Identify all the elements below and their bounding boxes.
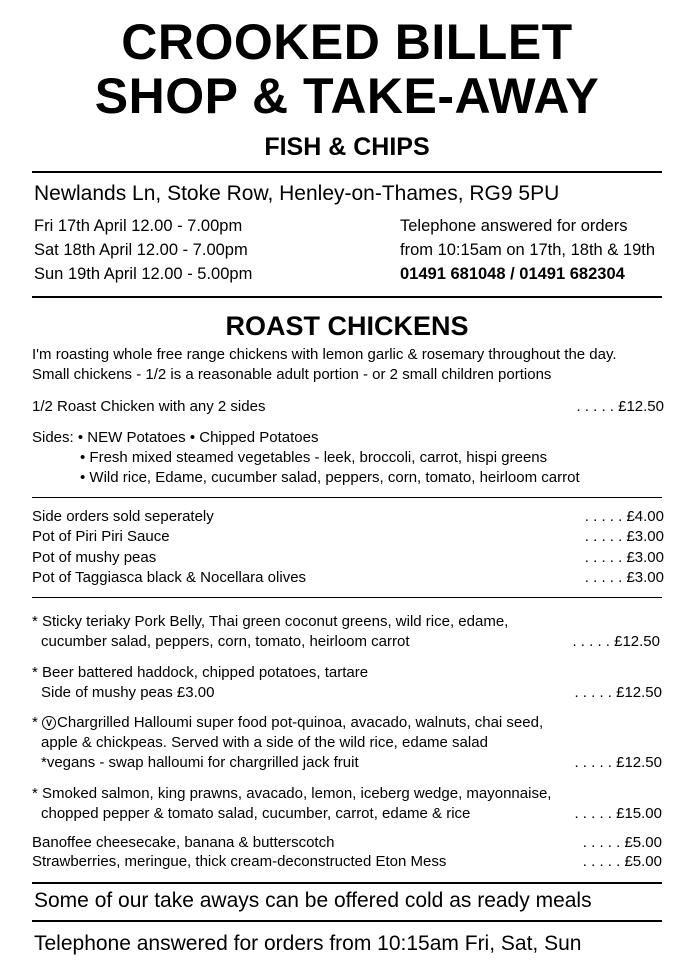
halloumi-line1-text: Chargrilled Halloumi super food pot-quinoa, avacado, walnuts, chai seed, [57, 714, 544, 731]
dessert-item-price: . . . . . £5.00 [582, 834, 662, 851]
hours-sat: Sat 18th April 12.00 - 7.00pm [34, 241, 248, 259]
halloumi-line1 [32, 713, 543, 733]
shop-title-line1: CROOKED BILLET [121, 14, 573, 70]
divider [32, 920, 662, 922]
salmon-price: . . . . . £15.00 [574, 805, 662, 822]
pork-belly-price: . . . . . £12.50 [572, 633, 660, 650]
roast-description-line1: I'm roasting whole free range chickens with lemon garlic & rosemary throughout the day. [32, 346, 617, 363]
divider [32, 497, 662, 498]
footer-phone-note: Telephone answered for orders from 10:15am Fri, Sat, Sun [34, 932, 582, 955]
divider [32, 882, 662, 884]
sides-line3: • Wild rice, Edame, cucumber salad, peppers, corn, tomato, heirloom carrot [80, 469, 580, 486]
divider [32, 296, 662, 298]
address: Newlands Ln, Stoke Row, Henley-on-Thames, RG9 5PU [34, 182, 560, 205]
halloumi-line2: apple & chickpeas. Served with a side of the wild rice, edame salad [41, 734, 488, 751]
phone-numbers[interactable]: 01491 681048 / 01491 682304 [400, 265, 625, 283]
extra-item-name: Side orders sold seperately [32, 508, 214, 525]
menu-item-name: 1/2 Roast Chicken with any 2 sides [32, 398, 266, 415]
haddock-price: . . . . . £12.50 [574, 684, 662, 701]
pork-belly-line1: * Sticky teriaky Pork Belly, Thai green coconut greens, wild rice, edame, [32, 613, 509, 630]
roast-description-line2: Small chickens - 1/2 is a reasonable adult portion - or 2 small children portions [32, 366, 552, 383]
hours-sun: Sun 19th April 12.00 - 5.00pm [34, 265, 253, 283]
shop-subtitle: FISH & CHIPS [264, 133, 430, 161]
divider [32, 597, 662, 598]
menu-item-price: . . . . . £12.50 [576, 398, 664, 415]
extra-item-name: Pot of Piri Piri Sauce [32, 528, 170, 545]
divider [32, 171, 662, 173]
extra-item-name: Pot of mushy peas [32, 549, 157, 566]
extra-item-price: . . . . . £3.00 [584, 569, 664, 586]
extra-item-price: . . . . . £3.00 [584, 528, 664, 545]
section-title-roast-chickens: ROAST CHICKENS [225, 311, 469, 341]
dessert-item-name: Banoffee cheesecake, banana & butterscotch [32, 834, 335, 851]
ready-meals-note: Some of our take aways can be offered cold as ready meals [34, 889, 592, 912]
haddock-line2: Side of mushy peas £3.00 [41, 684, 215, 701]
sides-line2: • Fresh mixed steamed vegetables - leek, broccoli, carrot, hispi greens [80, 449, 548, 466]
dessert-item-price: . . . . . £5.00 [582, 853, 662, 870]
halloumi-price: . . . . . £12.50 [574, 754, 662, 771]
extra-item-price: . . . . . £4.00 [584, 508, 664, 525]
vegetarian-icon: V [42, 716, 56, 730]
hours-fri: Fri 17th April 12.00 - 7.00pm [34, 217, 243, 235]
shop-title-line2: SHOP & TAKE-AWAY [94, 68, 600, 124]
sides-line1: Sides: • NEW Potatoes • Chipped Potatoes [32, 429, 319, 446]
pork-belly-line2: cucumber salad, peppers, corn, tomato, heirloom carrot [41, 633, 410, 650]
dessert-item-name: Strawberries, meringue, thick cream-deconstructed Eton Mess [32, 853, 447, 870]
halloumi-line3: *vegans - swap halloumi for chargrilled jack fruit [41, 754, 359, 771]
salmon-line1: * Smoked salmon, king prawns, avacado, lemon, iceberg wedge, mayonnaise, [32, 785, 552, 802]
asterisk: * [32, 714, 38, 731]
salmon-line2: chopped pepper & tomato salad, cucumber, carrot, edame & rice [41, 805, 471, 822]
haddock-line1: * Beer battered haddock, chipped potatoes, tartare [32, 664, 369, 681]
phone-note-line1: Telephone answered for orders [400, 217, 628, 235]
extra-item-price: . . . . . £3.00 [584, 549, 664, 566]
phone-note-line2: from 10:15am on 17th, 18th & 19th [400, 241, 656, 259]
extra-item-name: Pot of Taggiasca black & Nocellara olives [32, 569, 307, 586]
